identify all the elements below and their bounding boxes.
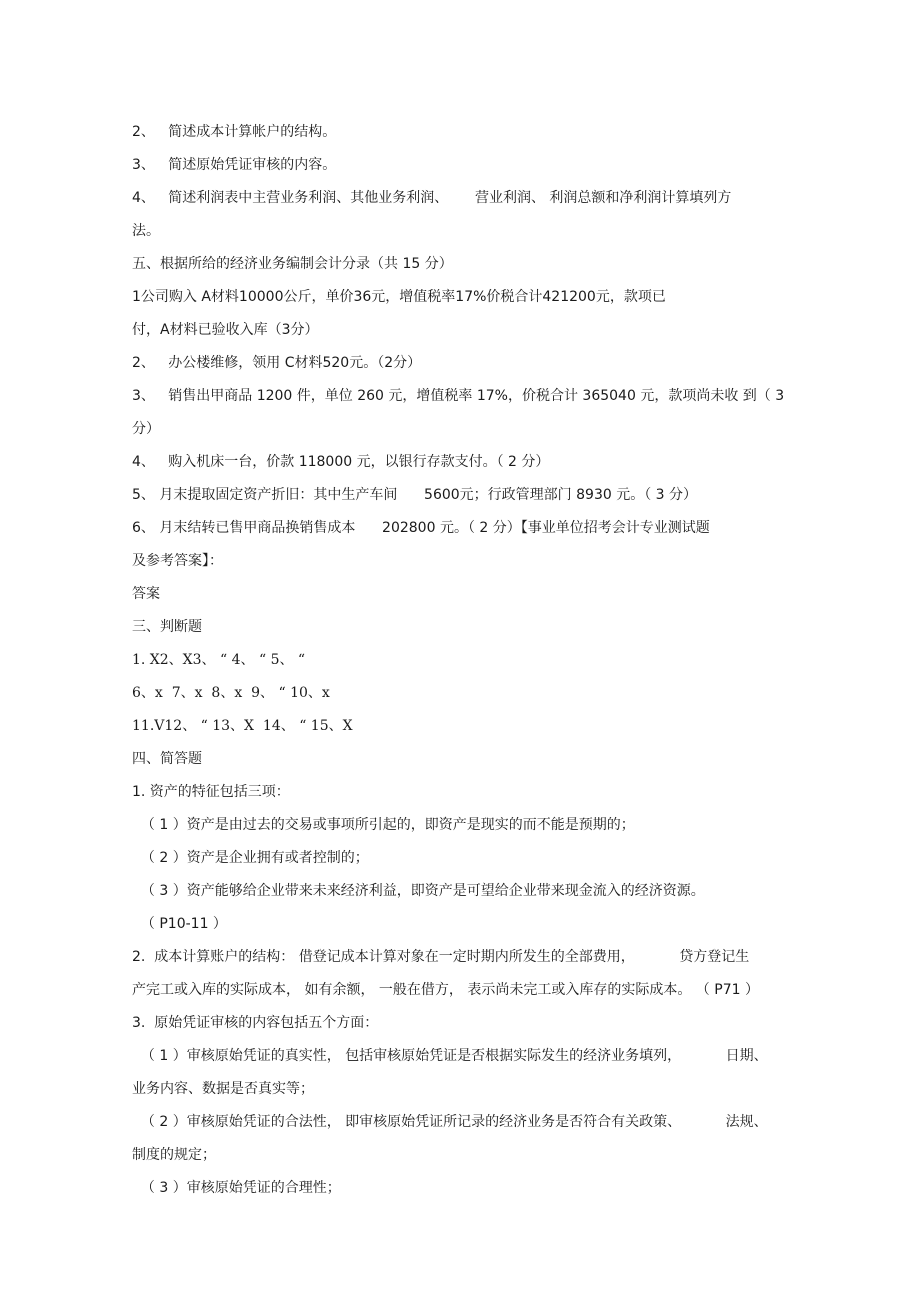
answer-line: 2. 成本计算账户的结构： 借登记成本计算对象在一定时期内所发生的全部费用， 贷方登记生 — [132, 949, 750, 965]
answer-line: 制度的规定； — [132, 1147, 216, 1163]
question-line: 分） — [132, 421, 160, 437]
question-line: 2、 办公楼维修，领用 C材料520元。（2分） — [132, 355, 422, 371]
answer-line: （ 1 ）审核原始凭证的真实性， 包括审核原始凭证是否根据实际发生的经济业务填列， 日期、 — [132, 1048, 768, 1064]
section-heading: 五、根据所给的经济业务编制会计分录（共 15 分） — [132, 256, 453, 272]
question-line: 法。 — [132, 223, 160, 239]
question-line: 1公司购入 A材料10000公斤，单价36元，增值税率17%价税合计421200元，款项已 — [132, 289, 666, 305]
answer-line: 11.V12、 “ 13、X 14、 “ 15、X — [132, 718, 353, 734]
answer-line: 1. 资产的特征包括三项： — [132, 784, 290, 800]
question-line: 4、 购入机床一台，价款 118000 元，以银行存款支付。（ 2 分） — [132, 454, 550, 470]
section-heading: 三、判断题 — [132, 619, 202, 635]
question-line: 付，A材料已验收入库（3分） — [132, 322, 319, 338]
answer-line: （ P10-11 ） — [132, 916, 227, 932]
section-heading: 四、简答题 — [132, 751, 202, 767]
question-line: 2、 简述成本计算帐户的结构。 — [132, 124, 337, 140]
answer-line: （ 1 ）资产是由过去的交易或事项所引起的，即资产是现实的而不能是预期的； — [132, 817, 635, 833]
answer-line: （ 2 ）资产是企业拥有或者控制的； — [132, 850, 369, 866]
question-line: 及参考答案】： — [132, 553, 223, 569]
answer-line: （ 3 ）资产能够给企业带来未来经济利益，即资产是可望给企业带来现金流入的经济资源。 — [132, 883, 705, 899]
answer-line: 6、x 7、x 8、x 9、 “ 10、x — [132, 685, 330, 701]
question-line: 5、 月末提取固定资产折旧：其中生产车间 5600元；行政管理部门 8930 元。（ 3 分） — [132, 487, 698, 503]
question-line: 3、 简述原始凭证审核的内容。 — [132, 157, 337, 173]
answer-line: 1. X2、X3、 “ 4、 “ 5、 “ — [132, 652, 306, 668]
question-line: 4、 简述利润表中主营业务利润、其他业务利润、 营业利润、 利润总额和净利润计算填列方 — [132, 190, 732, 206]
answer-line: 产完工或入库的实际成本， 如有余额， 一般在借方， 表示尚未完工或入库存的实际成本。 （ P71 ） — [132, 982, 759, 998]
question-line: 6、 月末结转已售甲商品换销售成本 202800 元。（ 2 分）【事业单位招考会计专业测试题 — [132, 520, 710, 536]
answer-line: 业务内容、数据是否真实等； — [132, 1081, 314, 1097]
answer-line: （ 2 ）审核原始凭证的合法性， 即审核原始凭证所记录的经济业务是否符合有关政策、 法规、 — [132, 1114, 768, 1130]
answer-line: （ 3 ）审核原始凭证的合理性； — [132, 1180, 341, 1196]
answer-line: 3. 原始凭证审核的内容包括五个方面： — [132, 1015, 379, 1031]
question-line: 3、 销售出甲商品 1200 件，单位 260 元，增值税率 17%，价税合计 365040 元，款项尚未收 到（ 3 — [132, 388, 785, 404]
answer-heading: 答案 — [132, 586, 160, 602]
